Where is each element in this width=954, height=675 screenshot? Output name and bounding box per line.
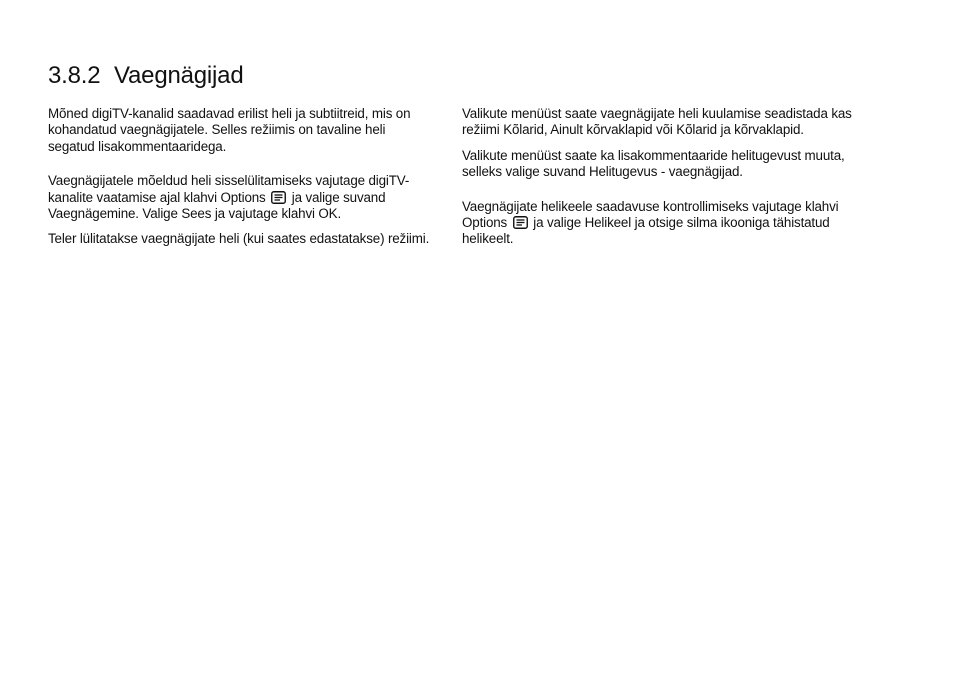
paragraph-audio-language [462, 199, 852, 248]
paragraph-volume: Valikute menüüst saate ka lisakommentaaride helitugevust muuta, selleks valige suvand Helitugevus - vaegnägijad. [462, 147, 845, 180]
audio-language-text-end: ja valige Helikeel ja otsige silma ikooniga tähistatud helikeelt. [462, 215, 830, 247]
paragraph-intro: Mõned digiTV-kanalid saadavad erilist heli ja subtiitreid, mis on kohandatud vaegnägijatele. Selles režiimis on tavaline heli segatud lisakommentaaridega. [48, 106, 411, 154]
audio-language-text-start: Vaegnägijate helikeele saadavuse kontrollimiseks vajutage klahvi Options [462, 198, 839, 231]
right-column [462, 106, 852, 248]
enable-audio-text-end: ja valige suvand Vaegnägemine. Valige Sees ja vajutage klahvi OK. [48, 189, 386, 222]
section-title: Vaegnägijad [114, 62, 244, 89]
enable-audio-text-start: Vaegnägijatele mõeldud heli sisselülitamiseks vajutage digiTV-kanalite vaatamise ajal klahvi Options [48, 173, 410, 205]
options-key-icon [271, 191, 286, 204]
paragraph-speaker-setup: Valikute menüüst saate vaegnägijate heli kuulamise seadistada kas režiimi Kõlarid, Ainult kõrvaklapid või Kõlarid ja kõrvaklapid. [462, 106, 852, 138]
paragraph-tv-switch: Teler lülitatakse vaegnägijate heli (kui saates edastatakse) režiimi. [48, 231, 430, 247]
section-number: 3.8.2 [48, 62, 101, 89]
options-key-icon [513, 216, 528, 229]
left-column [48, 106, 433, 248]
paragraph-enable-audio [48, 173, 433, 222]
section-heading [48, 60, 243, 92]
